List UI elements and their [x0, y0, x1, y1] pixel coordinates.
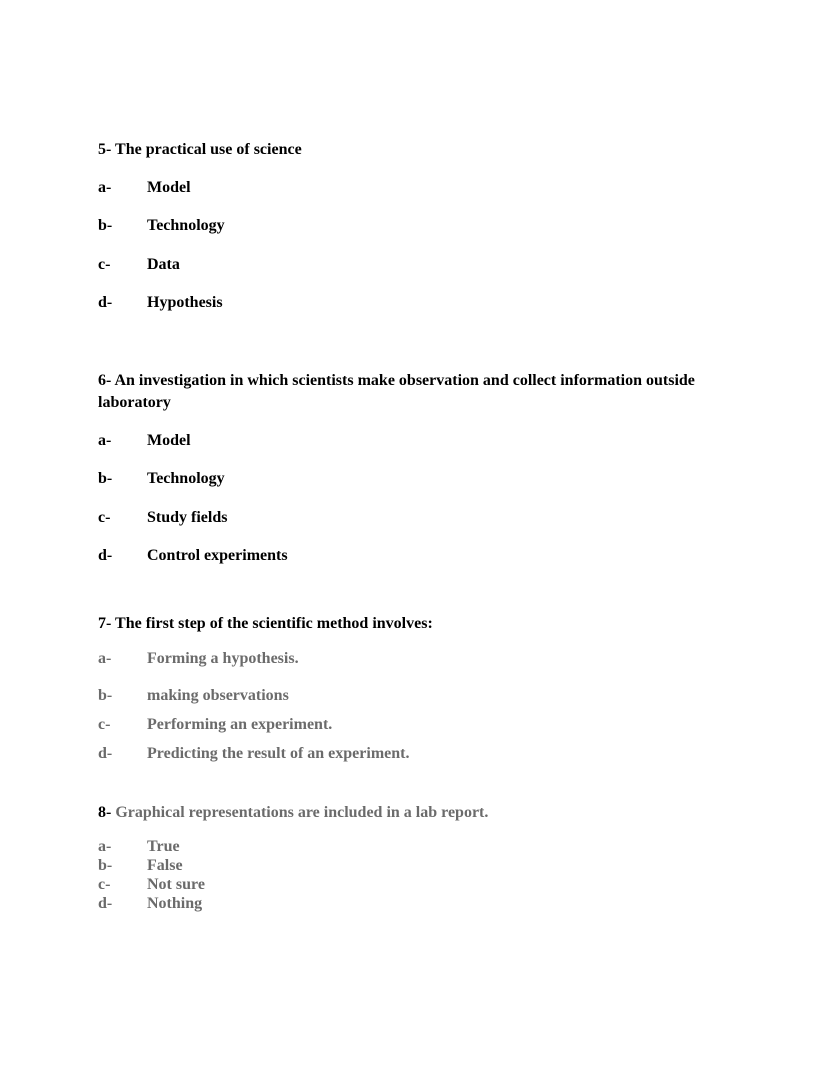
option-text: True — [147, 838, 180, 855]
option-text: Model — [147, 179, 191, 196]
question-5-option-a[interactable] — [98, 178, 191, 198]
question-8-option-a[interactable] — [98, 837, 180, 857]
option-letter: c- — [98, 876, 111, 893]
question-5-option-c[interactable] — [98, 255, 180, 275]
option-letter: b- — [98, 857, 113, 874]
question-8-option-b[interactable] — [98, 856, 183, 876]
question-6-option-a[interactable] — [98, 431, 191, 451]
option-text: Hypothesis — [147, 294, 223, 311]
option-letter: c- — [98, 716, 111, 733]
question-5-title: 5- The practical use of science — [98, 141, 302, 158]
question-8-text: Graphical representations are included in a lab report. — [111, 804, 489, 821]
option-text: Study fields — [147, 509, 228, 526]
option-letter: d- — [98, 895, 113, 912]
option-letter: d- — [98, 745, 113, 762]
option-letter: c- — [98, 509, 111, 526]
option-text: Not sure — [147, 876, 205, 893]
question-8-option-c[interactable] — [98, 875, 205, 895]
option-text: Technology — [147, 470, 225, 487]
question-7-option-c[interactable] — [98, 715, 332, 735]
question-7-option-b[interactable] — [98, 686, 289, 706]
option-text: Control experiments — [147, 547, 288, 564]
question-5-option-d[interactable] — [98, 293, 223, 313]
option-text: Data — [147, 256, 180, 273]
question-6-option-c[interactable] — [98, 508, 227, 528]
option-letter: b- — [98, 470, 113, 487]
option-letter: a- — [98, 650, 112, 667]
option-letter: d- — [98, 294, 113, 311]
option-text: Predicting the result of an experiment. — [147, 745, 410, 762]
option-text: making observations — [147, 687, 289, 704]
option-text: Technology — [147, 217, 225, 234]
option-text: Model — [147, 432, 191, 449]
option-letter: a- — [98, 838, 112, 855]
question-7-option-a[interactable] — [98, 649, 299, 669]
option-letter: a- — [98, 432, 112, 449]
question-6-title: 6- An investigation in which scientists make observation and collect information outside laboratory — [98, 372, 695, 411]
option-letter: b- — [98, 217, 113, 234]
option-letter: a- — [98, 179, 112, 196]
option-letter: b- — [98, 687, 113, 704]
question-8-option-d[interactable] — [98, 894, 202, 914]
question-6-option-d[interactable] — [98, 546, 288, 566]
question-7-title: 7- The first step of the scientific method involves: — [98, 615, 433, 632]
option-letter: d- — [98, 547, 113, 564]
option-text: Nothing — [147, 895, 203, 912]
question-5-option-b[interactable] — [98, 216, 225, 236]
option-text: Performing an experiment. — [147, 716, 333, 733]
question-7-option-d[interactable] — [98, 744, 409, 764]
question-8-number: 8- — [98, 804, 112, 821]
question-8-title — [98, 802, 738, 824]
question-6-option-b[interactable] — [98, 469, 225, 489]
option-text: Forming a hypothesis. — [147, 650, 299, 667]
option-text: False — [147, 857, 183, 874]
option-letter: c- — [98, 256, 111, 273]
